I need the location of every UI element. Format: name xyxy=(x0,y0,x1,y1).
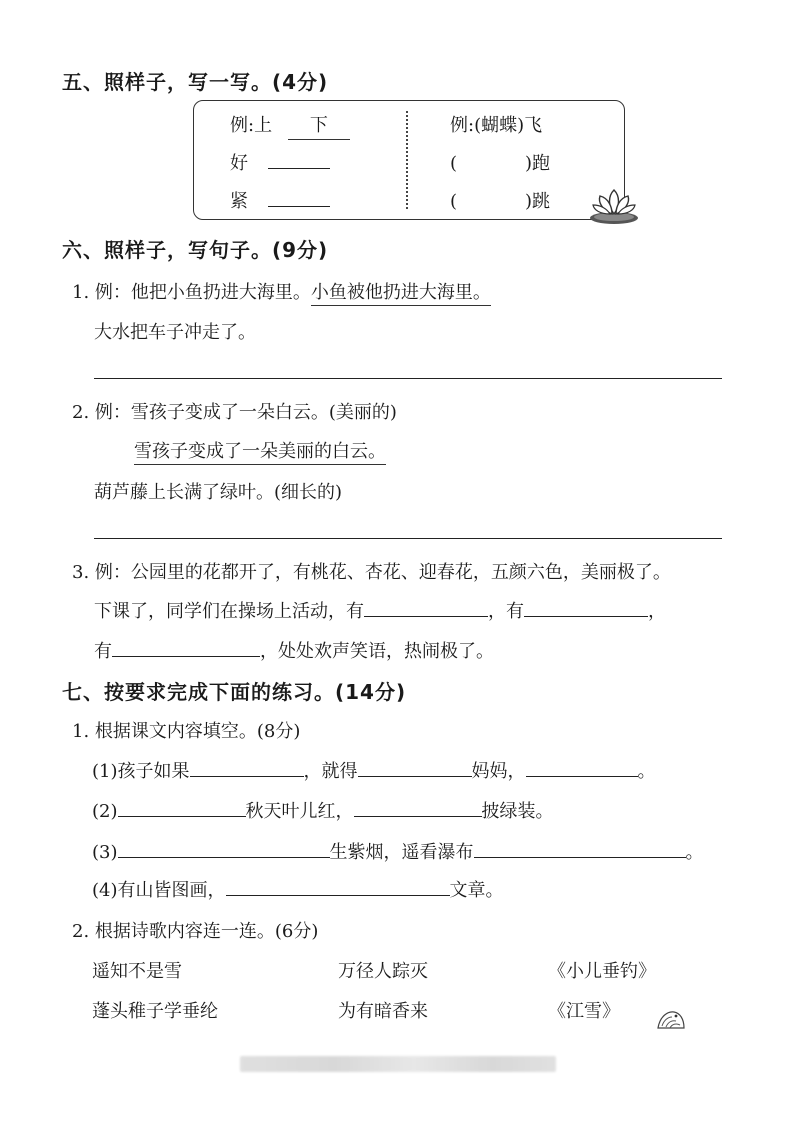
poem-col3-item-1[interactable]: 《小儿垂钓》 xyxy=(548,961,656,982)
fill2-text-c: 披绿装。 xyxy=(481,801,554,822)
fill2-text-a: (2) xyxy=(92,801,118,822)
s7-q1-title: 1. 根据课文内容填空。(8分) xyxy=(72,721,301,742)
fill1-blank-1[interactable] xyxy=(190,758,304,777)
q1-example: 1. 例：他把小鱼扔进大海里。 xyxy=(72,282,311,303)
q1-answer-line[interactable] xyxy=(94,378,722,379)
fill2-blank-1[interactable] xyxy=(118,798,246,817)
q2-answer-line[interactable] xyxy=(94,538,722,539)
fill3-text-c: 。 xyxy=(685,842,704,863)
q2-example: 2. 例：雪孩子变成了一朵白云。(美丽的) xyxy=(72,402,397,423)
example-left-answer: 下 xyxy=(288,111,350,140)
example-right: 例:(蝴蝶)飞 xyxy=(450,115,543,136)
fill4-text-b: 文章。 xyxy=(449,880,504,901)
fill4-text-a: (4)有山皆图画， xyxy=(92,880,226,901)
fill4-blank-1[interactable] xyxy=(226,877,450,896)
footer-watermark xyxy=(240,1056,556,1072)
poem-col2-item-2[interactable]: 为有暗香来 xyxy=(338,1001,428,1022)
row3-left-char: 紧 xyxy=(230,191,248,212)
lotus-icon xyxy=(588,186,640,226)
q3-line1-text-b: ，有 xyxy=(488,601,524,622)
fill1-text-b: ，就得 xyxy=(303,761,358,782)
example-left: 例:上 xyxy=(230,115,273,136)
row2-right-close: )跑 xyxy=(525,153,551,174)
poem-col2-item-1[interactable]: 万径人踪灭 xyxy=(338,961,428,982)
decoration-icon xyxy=(656,1008,686,1030)
q3-line1-text-a: 下课了，同学们在操场上活动，有 xyxy=(94,601,364,622)
q3-line1-text-c: ， xyxy=(648,601,666,622)
fill3-text-a: (3) xyxy=(92,842,118,863)
fill2-blank-2[interactable] xyxy=(354,798,482,817)
q3-blank-2[interactable] xyxy=(524,598,648,617)
row2-right-open: ( xyxy=(450,153,458,174)
fill1-text-d: 。 xyxy=(637,761,656,782)
row2-left-blank[interactable] xyxy=(268,154,330,169)
q3-blank-1[interactable] xyxy=(364,598,488,617)
q3-example: 3. 例：公园里的花都开了，有桃花、杏花、迎春花，五颜六色，美丽极了。 xyxy=(72,562,671,583)
q3-line2-text-b: ，处处欢声笑语，热闹极了。 xyxy=(260,641,494,662)
q1-example-answer: 小鱼被他扔进大海里。 xyxy=(311,282,491,306)
row3-left-blank[interactable] xyxy=(268,192,330,207)
q2-task: 葫芦藤上长满了绿叶。(细长的) xyxy=(94,482,343,503)
poem-col1-item-1[interactable]: 遥知不是雪 xyxy=(92,961,182,982)
q3-line2-text-a: 有 xyxy=(94,641,112,662)
fill2-text-b: 秋天叶儿红， xyxy=(245,801,354,822)
row3-right-open: ( xyxy=(450,191,458,212)
poem-col3-item-2[interactable]: 《江雪》 xyxy=(548,1001,620,1022)
fill1-text-a: (1)孩子如果 xyxy=(92,761,190,782)
fill1-blank-3[interactable] xyxy=(526,758,638,777)
row3-right-close: )跳 xyxy=(525,191,551,212)
q3-blank-3[interactable] xyxy=(112,638,260,657)
s7-q2-title: 2. 根据诗歌内容连一连。(6分) xyxy=(72,921,319,942)
dotted-divider xyxy=(406,111,408,209)
example-box xyxy=(193,100,625,220)
fill3-blank-1[interactable] xyxy=(118,839,330,858)
section-7-title: 七、按要求完成下面的练习。(14分) xyxy=(62,680,407,704)
section-5-title: 五、照样子，写一写。(4分) xyxy=(62,70,329,94)
fill3-blank-2[interactable] xyxy=(474,839,686,858)
fill1-blank-2[interactable] xyxy=(358,758,472,777)
q1-task: 大水把车子冲走了。 xyxy=(94,322,256,343)
q2-example-answer: 雪孩子变成了一朵美丽的白云。 xyxy=(134,441,386,465)
poem-col1-item-2[interactable]: 蓬头稚子学垂纶 xyxy=(92,1001,218,1022)
row2-left-char: 好 xyxy=(230,153,248,174)
fill1-text-c: 妈妈， xyxy=(471,761,526,782)
fill3-text-b: 生紫烟，遥看瀑布 xyxy=(329,842,474,863)
section-6-title: 六、照样子，写句子。(9分) xyxy=(62,238,329,262)
